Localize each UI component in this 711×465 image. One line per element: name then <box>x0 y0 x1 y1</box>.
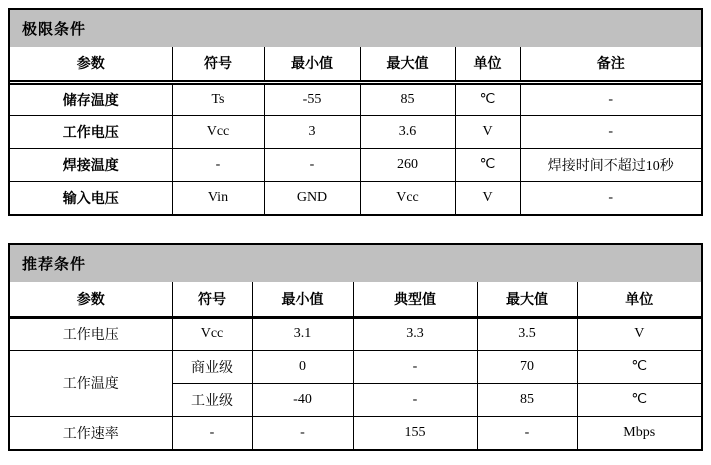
cell-unit: V <box>455 115 520 148</box>
cell-max: Vcc <box>360 181 455 214</box>
cell-symbol: Vin <box>172 181 264 214</box>
cell-max: - <box>477 416 577 449</box>
cell-min: 3.1 <box>252 317 353 350</box>
table-row <box>10 82 701 115</box>
cell-max: 85 <box>360 82 455 115</box>
cell-typical: - <box>353 350 477 383</box>
header-parameter: 参数 <box>10 47 172 82</box>
header-row <box>10 282 701 317</box>
cell-unit: ℃ <box>577 383 701 416</box>
cell-typical: 155 <box>353 416 477 449</box>
cell-max: 3.6 <box>360 115 455 148</box>
cell-unit: V <box>577 317 701 350</box>
cell-symbol: - <box>172 148 264 181</box>
header-max: 最大值 <box>360 47 455 82</box>
cell-symbol: Vcc <box>172 115 264 148</box>
cell-unit: ℃ <box>577 350 701 383</box>
cell-parameter: 焊接温度 <box>10 148 172 181</box>
limit-conditions-table <box>8 8 703 216</box>
cell-parameter: 工作速率 <box>10 416 172 449</box>
recommended-conditions-grid <box>10 282 701 449</box>
cell-min: 3 <box>264 115 360 148</box>
cell-symbol: Vcc <box>172 317 252 350</box>
cell-unit: ℃ <box>455 82 520 115</box>
header-symbol: 符号 <box>172 282 252 317</box>
cell-parameter: 储存温度 <box>10 82 172 115</box>
cell-parameter: 工作电压 <box>10 317 172 350</box>
table-row <box>10 317 701 350</box>
table-row <box>10 181 701 214</box>
header-typical: 典型值 <box>353 282 477 317</box>
cell-max: 260 <box>360 148 455 181</box>
cell-unit: Mbps <box>577 416 701 449</box>
cell-unit: V <box>455 181 520 214</box>
header-max: 最大值 <box>477 282 577 317</box>
cell-remark: - <box>520 82 701 115</box>
table-row <box>10 350 701 383</box>
cell-parameter-rowspan: 工作温度 <box>10 350 172 416</box>
cell-min: - <box>264 148 360 181</box>
header-symbol: 符号 <box>172 47 264 82</box>
cell-max: 70 <box>477 350 577 383</box>
limit-conditions-grid <box>10 47 701 214</box>
cell-parameter: 输入电压 <box>10 181 172 214</box>
cell-min: GND <box>264 181 360 214</box>
header-remark: 备注 <box>520 47 701 82</box>
cell-parameter: 工作电压 <box>10 115 172 148</box>
cell-remark: - <box>520 115 701 148</box>
cell-max: 85 <box>477 383 577 416</box>
cell-unit: ℃ <box>455 148 520 181</box>
header-parameter: 参数 <box>10 282 172 317</box>
cell-min: -40 <box>252 383 353 416</box>
cell-symbol: - <box>172 416 252 449</box>
header-min: 最小值 <box>252 282 353 317</box>
recommended-conditions-table <box>8 243 703 451</box>
header-unit: 单位 <box>455 47 520 82</box>
table-row <box>10 115 701 148</box>
cell-typical: - <box>353 383 477 416</box>
header-min: 最小值 <box>264 47 360 82</box>
table-row <box>10 148 701 181</box>
cell-grade: 工业级 <box>172 383 252 416</box>
recommended-conditions-title: 推荐条件 <box>10 245 701 282</box>
cell-typical: 3.3 <box>353 317 477 350</box>
cell-min: 0 <box>252 350 353 383</box>
header-unit: 单位 <box>577 282 701 317</box>
cell-remark: 焊接时间不超过10秒 <box>520 148 701 181</box>
cell-min: - <box>252 416 353 449</box>
cell-symbol: Ts <box>172 82 264 115</box>
cell-min: -55 <box>264 82 360 115</box>
cell-remark: - <box>520 181 701 214</box>
limit-conditions-title: 极限条件 <box>10 10 701 47</box>
table-row <box>10 416 701 449</box>
cell-max: 3.5 <box>477 317 577 350</box>
cell-grade: 商业级 <box>172 350 252 383</box>
header-row <box>10 47 701 82</box>
